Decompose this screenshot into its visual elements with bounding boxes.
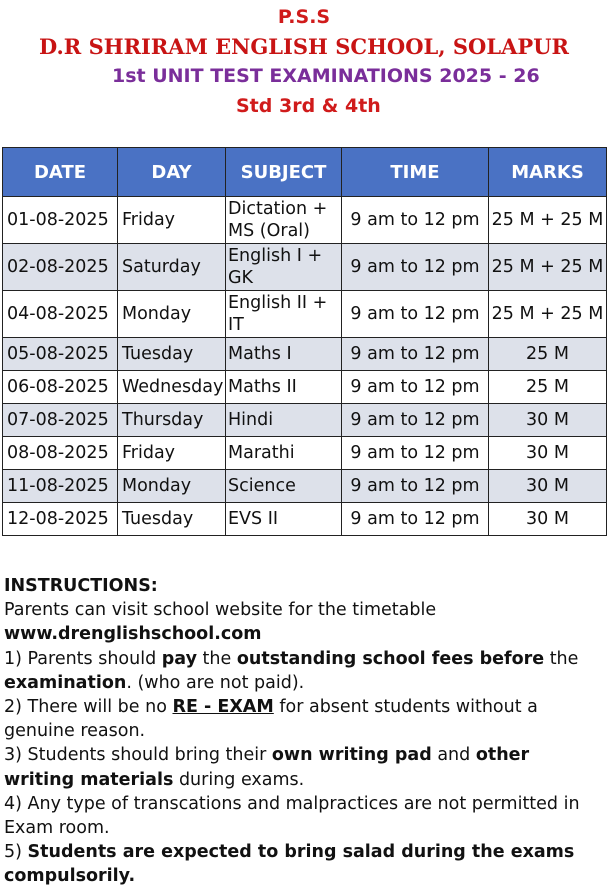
subject-cell: Science bbox=[226, 470, 342, 503]
column-header-date: DATE bbox=[3, 148, 118, 197]
time-cell: 9 am to 12 pm bbox=[342, 437, 489, 470]
table-row bbox=[3, 244, 607, 291]
marks-cell: 30 M bbox=[489, 404, 607, 437]
table-row bbox=[3, 197, 607, 244]
date-cell: 08-08-2025 bbox=[3, 437, 118, 470]
marks-cell: 25 M + 25 M bbox=[489, 291, 607, 338]
marks-cell: 30 M bbox=[489, 470, 607, 503]
instructions-section bbox=[4, 574, 604, 889]
timetable-header-row bbox=[3, 148, 607, 197]
school-website-link[interactable]: www.drenglishschool.com bbox=[4, 624, 262, 645]
subject-cell: English II + IT bbox=[226, 291, 342, 338]
subject-cell: Marathi bbox=[226, 437, 342, 470]
day-cell: Thursday bbox=[118, 404, 226, 437]
date-cell: 05-08-2025 bbox=[3, 338, 118, 371]
subject-cell: EVS II bbox=[226, 503, 342, 536]
date-cell: 02-08-2025 bbox=[3, 244, 118, 291]
table-row bbox=[3, 470, 607, 503]
time-cell: 9 am to 12 pm bbox=[342, 470, 489, 503]
time-cell: 9 am to 12 pm bbox=[342, 371, 489, 404]
instruction-5: 5) Students are expected to bring salad during the exams compulsorily. bbox=[4, 842, 575, 887]
time-cell: 9 am to 12 pm bbox=[342, 338, 489, 371]
marks-cell: 25 M + 25 M bbox=[489, 244, 607, 291]
time-cell: 9 am to 12 pm bbox=[342, 244, 489, 291]
column-header-time: TIME bbox=[342, 148, 489, 197]
instruction-4: 4) Any type of transcations and malpractices are not permitted in Exam room. bbox=[4, 793, 580, 839]
standard-label: Std 3rd & 4th bbox=[236, 95, 381, 117]
time-cell: 9 am to 12 pm bbox=[342, 503, 489, 536]
column-header-marks: MARKS bbox=[489, 148, 607, 197]
instruction-3: 3) Students should bring their own writing pad and other writing materials during exams. bbox=[4, 745, 530, 790]
day-cell: Friday bbox=[118, 437, 226, 470]
date-cell: 07-08-2025 bbox=[3, 404, 118, 437]
instructions-intro: Parents can visit school website for the timetable bbox=[4, 600, 437, 621]
marks-cell: 25 M + 25 M bbox=[489, 197, 607, 244]
school-name: D.R SHRIRAM ENGLISH SCHOOL, SOLAPUR bbox=[39, 34, 569, 59]
timetable bbox=[2, 147, 607, 536]
date-cell: 01-08-2025 bbox=[3, 197, 118, 244]
subject-cell: Hindi bbox=[226, 404, 342, 437]
day-cell: Tuesday bbox=[118, 503, 226, 536]
table-row bbox=[3, 371, 607, 404]
subject-cell: Dictation + MS (Oral) bbox=[226, 197, 342, 244]
day-cell: Wednesday bbox=[118, 371, 226, 404]
instructions-title: INSTRUCTIONS: bbox=[4, 576, 158, 596]
table-row bbox=[3, 291, 607, 338]
table-row bbox=[3, 437, 607, 470]
exam-title: 1st UNIT TEST EXAMINATIONS 2025 - 26 bbox=[112, 65, 540, 87]
subject-cell: Maths I bbox=[226, 338, 342, 371]
table-row bbox=[3, 503, 607, 536]
school-trust-name: P.S.S bbox=[277, 6, 331, 28]
marks-cell: 25 M bbox=[489, 338, 607, 371]
instruction-2: 2) There will be no RE - EXAM for absent students without a genuine reason. bbox=[4, 697, 538, 742]
date-cell: 04-08-2025 bbox=[3, 291, 118, 338]
time-cell: 9 am to 12 pm bbox=[342, 291, 489, 338]
column-header-day: DAY bbox=[118, 148, 226, 197]
time-cell: 9 am to 12 pm bbox=[342, 197, 489, 244]
table-row bbox=[3, 404, 607, 437]
marks-cell: 30 M bbox=[489, 503, 607, 536]
date-cell: 11-08-2025 bbox=[3, 470, 118, 503]
subject-cell: English I + GK bbox=[226, 244, 342, 291]
instruction-1: 1) Parents should pay the outstanding school fees before the examination. (who are not paid). bbox=[4, 648, 579, 693]
time-cell: 9 am to 12 pm bbox=[342, 404, 489, 437]
date-cell: 12-08-2025 bbox=[3, 503, 118, 536]
marks-cell: 25 M bbox=[489, 371, 607, 404]
day-cell: Saturday bbox=[118, 244, 226, 291]
subject-cell: Maths II bbox=[226, 371, 342, 404]
table-row bbox=[3, 338, 607, 371]
day-cell: Monday bbox=[118, 470, 226, 503]
column-header-subject: SUBJECT bbox=[226, 148, 342, 197]
date-cell: 06-08-2025 bbox=[3, 371, 118, 404]
day-cell: Tuesday bbox=[118, 338, 226, 371]
day-cell: Friday bbox=[118, 197, 226, 244]
day-cell: Monday bbox=[118, 291, 226, 338]
marks-cell: 30 M bbox=[489, 437, 607, 470]
